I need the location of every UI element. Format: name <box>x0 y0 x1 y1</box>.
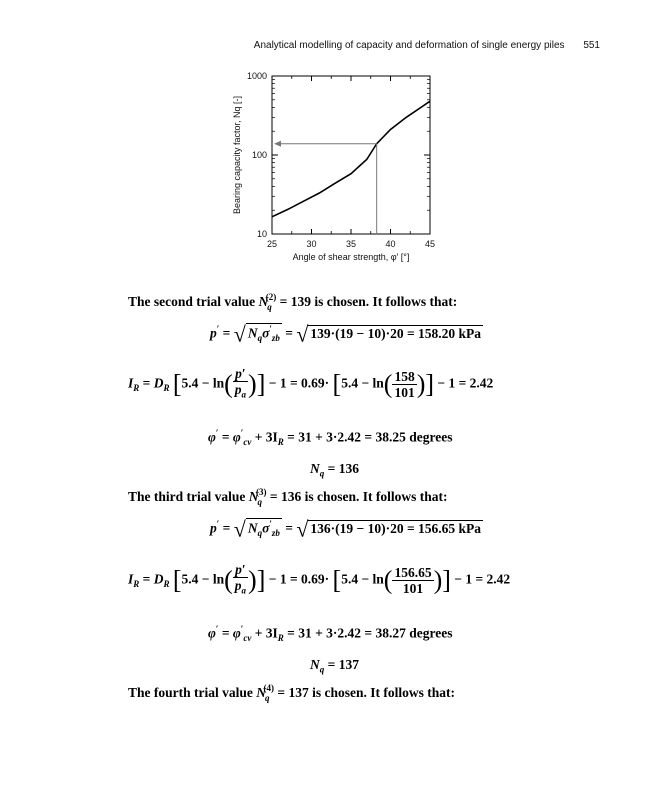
x-tick-label: 25 <box>266 239 278 249</box>
equation-nq-137: $N_q = 137$ <box>310 657 359 675</box>
y-axis-label: Bearing capacity factor, Nq [-] <box>232 95 242 215</box>
equation-p-prime-2: p′ = √ $N_q\sigma'_{zb}$ = √ 139·(19 − 10)·20 = 158.20 kPa <box>210 321 482 347</box>
equation-phi-2: $\varphi' = \varphi'_{cv} + 3I_R = 31 + 3\cdot 2.42 = 38.25$ degrees <box>208 428 453 448</box>
equation-nq-136: $N_q = 136$ <box>310 461 359 479</box>
equation-ir-3: $I_R = D_R$ [5.4 − ln( $\frac{p'}{p_a}$ )] − 1 = 0.69· [5.4 − ln( $\frac{156.65}{101}$ )] − 1 = 2.42 <box>128 562 511 596</box>
x-axis-label: Angle of shear strength, φ′ [°] <box>292 252 410 262</box>
page-number: 551 <box>583 40 600 51</box>
nq-chart <box>0 0 648 270</box>
equation-ir-2: $I_R = D_R$ [5.4 − ln( $\frac{p'}{p_a}$ )] − 1 = 0.69· [5.4 − ln( $\frac{158}{101}$ )] − 1 = 2.42 <box>128 366 494 400</box>
paragraph-second-trial: The second trial value $N_q^{(2)} = 139$ is chosen. It follows that: <box>128 292 458 312</box>
x-tick-label: 40 <box>385 239 396 249</box>
running-title: Analytical modelling of capacity and deformation of single energy piles <box>253 40 565 51</box>
x-tick-label: 45 <box>424 239 436 249</box>
y-tick-label: 1000 <box>246 71 267 81</box>
equation-phi-3: $\varphi' = \varphi'_{cv} + 3I_R = 31 + 3\cdot 2.42 = 38.27$ degrees <box>208 624 453 644</box>
plot-frame <box>272 76 430 234</box>
nq-curve <box>272 101 430 217</box>
x-tick-label: 35 <box>345 239 357 249</box>
read-arrowhead <box>274 141 281 147</box>
paragraph-fourth-trial: The fourth trial value $N_q^{(4)} = 137$ is chosen. It follows that: <box>128 683 455 703</box>
equation-p-prime-3: p′ = √ $N_q\sigma'_{zb}$ = √ 136·(19 − 10)·20 = 156.65 kPa <box>210 516 482 542</box>
paragraph-third-trial: The third trial value $N_q^{(3)} = 136$ is chosen. It follows that: <box>128 487 448 507</box>
y-tick-label: 100 <box>251 150 267 160</box>
y-tick-label: 10 <box>256 229 267 239</box>
x-tick-label: 30 <box>306 239 317 249</box>
